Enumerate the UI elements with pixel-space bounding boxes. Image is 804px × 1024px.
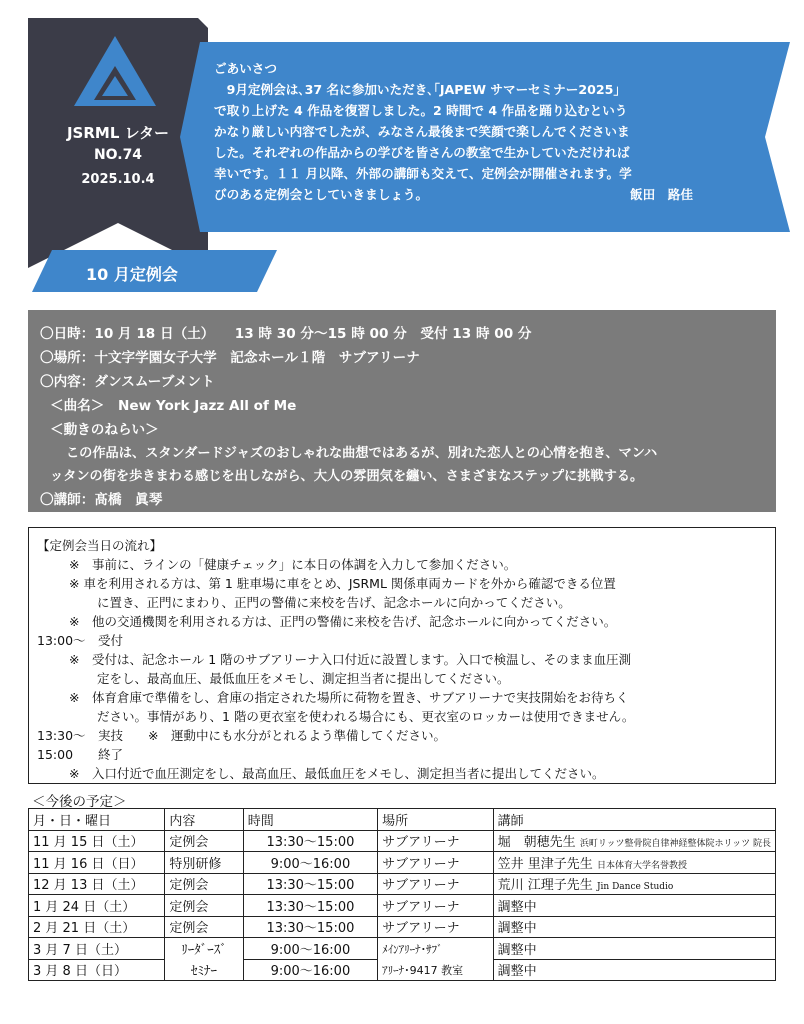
greeting-line: で取り上げた 4 作品を復習しました。2 時間で 4 作品を踊り込むという (214, 103, 628, 118)
time-cell: 9:00～16:00 (243, 938, 377, 960)
greeting-line: びのある定例会としていきましょう。 (214, 187, 429, 202)
date-cell: 2 月 21 日（土） (29, 916, 165, 938)
column-header: 時間 (243, 809, 377, 831)
date-cell: 11 月 15 日（土） (29, 830, 165, 852)
column-header: 月・日・曜日 (29, 809, 165, 831)
teacher-name: 荒川 江理子先生 (497, 878, 593, 894)
schedule-table (28, 808, 776, 981)
flow-note: ※ 他の交通機関を利用される方は、正門の警備に来校を告げ、記念ホールに向かってください。 (69, 614, 617, 629)
teacher-name: 堀 朝穂先生 (497, 835, 576, 851)
flow-time: 15:00 終了 (37, 747, 124, 762)
info-song: ＜曲名＞ New York Jazz All of Me (50, 398, 297, 414)
place-cell: ﾒｲﾝｱﾘｰﾅ･ｻﾌﾞ (378, 938, 494, 960)
table-row (29, 873, 776, 895)
greeting-line: かなり厳しい内容でしたが、みなさん最後まで笑顔で楽しんでくださいま (214, 124, 630, 139)
place-cell: ｱﾘｰﾅ･9417 教室 (378, 959, 494, 981)
place-cell: サブアリーナ (378, 852, 494, 874)
day-flow-box (28, 527, 776, 784)
flow-note: ※ 事前に、ラインの「健康チェック」に本日の体調を入力して参加ください。 (69, 557, 517, 572)
info-aim-heading: ＜動きのねらい＞ (50, 422, 159, 438)
teacher-note: 日本体育大学名誉教授 (596, 860, 687, 871)
meeting-info-box (28, 310, 776, 512)
place-cell: サブアリーナ (378, 830, 494, 852)
date-cell: 11 月 16 日（日） (29, 852, 165, 874)
teacher-cell (493, 852, 775, 874)
time-cell: 9:00～16:00 (243, 959, 377, 981)
greeting-title: ごあいさつ (214, 61, 277, 76)
flow-time: 13:30～ 実技 ※ 運動中にも水分がとれるよう準備してください。 (37, 728, 446, 743)
teacher-cell: 調整中 (493, 959, 775, 981)
triangle-logo-icon (74, 36, 156, 108)
teacher-note: Jin Dance Studio (596, 882, 674, 893)
info-aim-line: この作品は、スタンダードジャズのおしゃれな曲想ではあるが、別れた恋人との心情を抱き、マンハ (66, 446, 658, 461)
table-row (29, 916, 776, 938)
flow-note: ※ 入口付近で血圧測定をし、最高血圧、最低血圧をメモし、測定担当者に提出してください。 (69, 766, 605, 781)
time-cell: 9:00～16:00 (243, 852, 377, 874)
table-row (29, 938, 776, 960)
teacher-cell: 調整中 (493, 895, 775, 917)
teacher-cell: 調整中 (493, 916, 775, 938)
date-cell: 3 月 8 日（日） (29, 959, 165, 981)
section-tab-label: 10 月定例会 (86, 265, 178, 284)
table-header-row (29, 809, 776, 831)
greeting-line: した。それぞれの作品からの学びを皆さんの教室で生かしていただければ (214, 145, 630, 160)
table-row (29, 959, 776, 981)
info-datetime: 〇日時：10 月 18 日（土） 13 時 30 分～15 時 00 分 受付 13 時 00 分 (40, 326, 532, 342)
flow-note: ※ 体育倉庫で準備をし、倉庫の指定された場所に荷物を置き、サブアリーナで実技開始をお待ちく (69, 690, 629, 705)
flow-heading: 【定例会当日の流れ】 (37, 538, 163, 553)
content-cell: ｾﾐﾅｰ (165, 959, 243, 981)
flow-time: 13:00～ 受付 (37, 633, 124, 648)
info-content: 〇内容：ダンスムーブメント (40, 374, 215, 390)
flow-note: ださい。事情があり、1 階の更衣室を使われる場合にも、更衣室のロッカーは使用できません。 (97, 709, 635, 724)
table-row (29, 830, 776, 852)
schedule-title: ＜今後の予定＞ (32, 794, 127, 810)
flow-note: 定をし、最高血圧、最低血圧をメモし、測定担当者に提出してください。 (97, 671, 510, 686)
flow-note: ※ 受付は、記念ホール 1 階のサブアリーナ入口付近に設置します。入口で検温し、そのまま血圧測 (69, 652, 632, 667)
info-aim-line: ッタンの街を歩きまわる感じを出しながら、大人の雰囲気を纏い、さまざまなステップに挑戦する。 (50, 469, 644, 484)
place-cell: サブアリーナ (378, 873, 494, 895)
teacher-cell (493, 830, 775, 852)
table-row (29, 895, 776, 917)
content-cell: ﾘｰﾀﾞｰｽﾞ (165, 938, 243, 960)
place-cell: サブアリーナ (378, 916, 494, 938)
greeting-line: 9月定例会は､37 名に参加いただき､｢JAPEW サマーセミナー2025｣ (214, 82, 620, 97)
greeting-signature: 飯田 路佳 (630, 187, 693, 202)
content-cell: 特別研修 (165, 852, 243, 874)
content-cell: 定例会 (165, 916, 243, 938)
date-cell: 3 月 7 日（土） (29, 938, 165, 960)
newsletter-name: JSRML レター (66, 124, 170, 142)
date-cell: 12 月 13 日（土） (29, 873, 165, 895)
time-cell: 13:30～15:00 (243, 830, 377, 852)
content-cell: 定例会 (165, 873, 243, 895)
teacher-cell (493, 873, 775, 895)
info-place: 〇場所：十文字学園女子大学 記念ホール１階 サブアリーナ (40, 350, 420, 366)
place-cell: サブアリーナ (378, 895, 494, 917)
time-cell: 13:30～15:00 (243, 895, 377, 917)
column-header: 内容 (165, 809, 243, 831)
content-cell: 定例会 (165, 895, 243, 917)
content-cell: 定例会 (165, 830, 243, 852)
issue-date: 2025.10.4 (81, 172, 155, 187)
greeting-line: 幸いです。１１ 月以降、外部の講師も交えて、定例会が開催されます。学 (214, 166, 632, 181)
column-header: 場所 (378, 809, 494, 831)
info-instructor: 〇講師：髙橋 眞琴 (40, 492, 163, 508)
date-cell: 1 月 24 日（土） (29, 895, 165, 917)
table-row (29, 852, 776, 874)
flow-note: に置き、正門にまわり、正門の警備に来校を告げ、記念ホールに向かってください。 (97, 595, 571, 610)
time-cell: 13:30～15:00 (243, 916, 377, 938)
time-cell: 13:30～15:00 (243, 873, 377, 895)
teacher-note: 浜町リッツ整骨院自律神経整体院ホリッツ 院長 (579, 839, 771, 850)
teacher-name: 笠井 里津子先生 (497, 856, 593, 872)
teacher-cell: 調整中 (493, 938, 775, 960)
issue-number: NO.74 (93, 147, 143, 163)
column-header: 講師 (493, 809, 775, 831)
flow-note: ※ 車を利用される方は、第 1 駐車場に車をとめ、JSRML 関係車両カードを外から確認できる位置 (69, 576, 616, 591)
